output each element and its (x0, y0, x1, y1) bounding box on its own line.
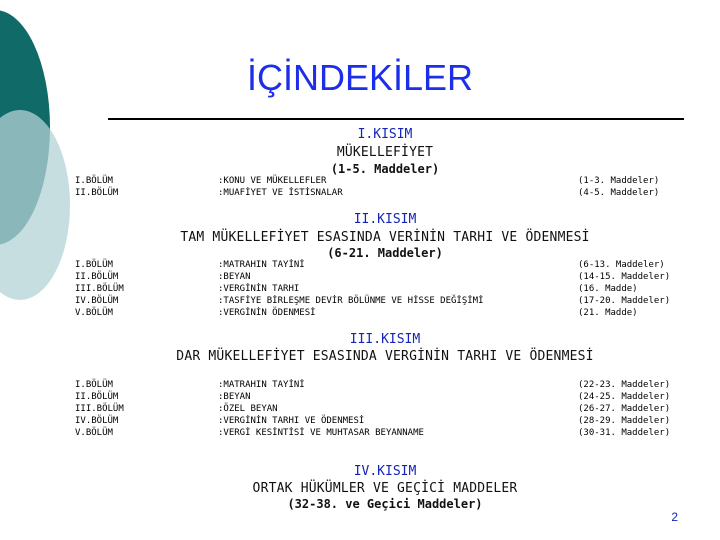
chapter-subject: :BEYAN (218, 272, 251, 282)
chapter-articles: (22-23. Maddeler) (578, 380, 671, 390)
chapter-articles: (21. Madde) (578, 308, 638, 318)
part-number: III.KISIM (349, 332, 421, 347)
chapter-articles: (30-31. Maddeler) (578, 428, 671, 438)
chapter-label: II.BÖLÜM (75, 272, 119, 282)
chapter-subject: :VERGİ KESİNTİSİ VE MUHTASAR BEYANNAME (218, 428, 424, 438)
chapter-subject: :VERGİNİN TARHI (218, 284, 300, 294)
chapter-subject: :TASFİYE BİRLEŞME DEVİR BÖLÜNME VE HİSSE DEĞİŞİMİ (218, 296, 484, 306)
chapter-articles: (16. Madde) (578, 284, 638, 294)
chapter-label: I.BÖLÜM (75, 380, 113, 390)
chapter-label: V.BÖLÜM (75, 308, 113, 318)
chapter-label: III.BÖLÜM (75, 284, 124, 294)
chapter-label: V.BÖLÜM (75, 428, 113, 438)
chapter-articles: (17-20. Maddeler) (578, 296, 671, 306)
chapter-label: III.BÖLÜM (75, 404, 124, 414)
page-number: 2 (671, 510, 678, 524)
part-title: DAR MÜKELLEFİYET ESASINDA VERGİNİN TARHI VE ÖDENMESİ (176, 349, 594, 364)
chapter-label: II.BÖLÜM (75, 188, 119, 198)
chapter-label: II.BÖLÜM (75, 392, 119, 402)
page-title: İÇİNDEKİLER (246, 57, 474, 98)
part-title: MÜKELLEFİYET (336, 145, 434, 160)
part-number: I.KISIM (357, 127, 413, 142)
chapter-subject: :MATRAHIN TAYİNİ (218, 380, 305, 390)
chapter-subject: :BEYAN (218, 392, 251, 402)
chapter-articles: (6-13. Maddeler) (578, 260, 665, 270)
part-number: IV.KISIM (353, 464, 417, 479)
chapter-articles: (26-27. Maddeler) (578, 404, 671, 414)
part-range: (6-21. Maddeler) (327, 246, 443, 260)
part-number: II.KISIM (353, 212, 417, 227)
chapter-subject: :VERGİNİN ÖDENMESİ (218, 308, 316, 318)
chapter-subject: :KONU VE MÜKELLEFLER (218, 176, 327, 186)
chapter-label: I.BÖLÜM (75, 260, 113, 270)
part-range: (32-38. ve Geçici Maddeler) (287, 497, 483, 511)
chapter-articles: (14-15. Maddeler) (578, 272, 671, 282)
chapter-subject: :MUAFİYET VE İSTİSNALAR (218, 188, 343, 198)
chapter-label: I.BÖLÜM (75, 176, 113, 186)
chapter-label: IV.BÖLÜM (75, 416, 119, 426)
decor-shape (0, 110, 70, 300)
chapter-subject: :ÖZEL BEYAN (218, 404, 278, 414)
chapter-label: IV.BÖLÜM (75, 296, 119, 306)
chapter-articles: (1-3. Maddeler) (578, 176, 660, 186)
chapter-articles: (28-29. Maddeler) (578, 416, 671, 426)
part-title: ORTAK HÜKÜMLER VE GEÇİCİ MADDELER (252, 481, 518, 496)
chapter-articles: (24-25. Maddeler) (578, 392, 671, 402)
part-range: (1-5. Maddeler) (330, 162, 440, 176)
chapter-subject: :VERGİNİN TARHI VE ÖDENMESİ (218, 416, 365, 426)
chapter-subject: :MATRAHIN TAYİNİ (218, 260, 305, 270)
title-divider (108, 118, 684, 120)
part-title: TAM MÜKELLEFİYET ESASINDA VERİNİN TARHI VE ÖDENMESİ (180, 230, 590, 245)
chapter-articles: (4-5. Maddeler) (578, 188, 660, 198)
